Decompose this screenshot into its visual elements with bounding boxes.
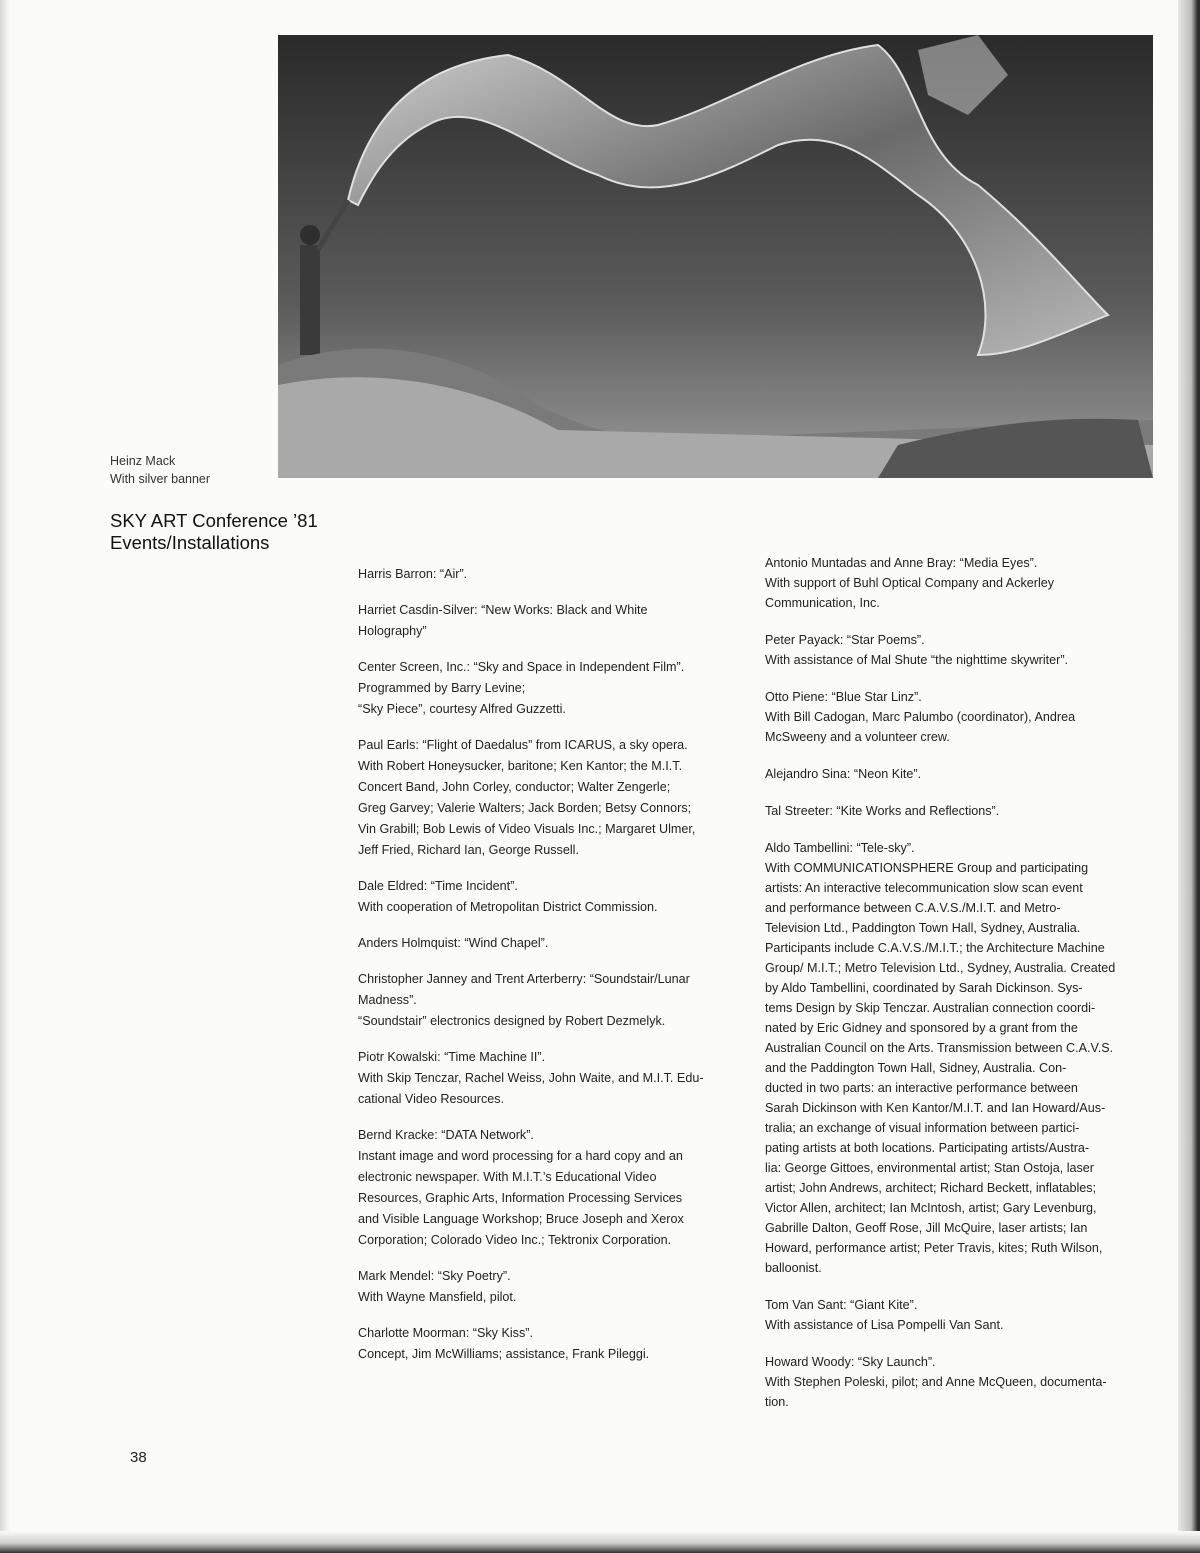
- event-entry-line: With Bill Cadogan, Marc Palumbo (coordinator), Andrea: [765, 710, 1076, 724]
- section-title: [110, 510, 318, 554]
- event-entry-line: Howard Woody: “Sky Launch”.: [765, 1355, 936, 1369]
- left-column: [358, 564, 743, 1380]
- event-entry-line: Harris Barron: “Air”.: [358, 567, 468, 581]
- caption-description: With silver banner: [110, 472, 211, 486]
- event-entry-line: Vin Grabill; Bob Lewis of Video Visuals Inc.; Margaret Ulmer,: [358, 822, 696, 836]
- event-entry-line: Mark Mendel: “Sky Poetry”.: [358, 1269, 511, 1283]
- event-entry-line: Programmed by Barry Levine;: [358, 681, 526, 695]
- event-entry-line: Tal Streeter: “Kite Works and Reflections”.: [765, 804, 1000, 818]
- event-entry-line: Otto Piene: “Blue Star Linz”.: [765, 690, 922, 704]
- event-entry-line: “Sky Piece”, courtesy Alfred Guzzetti.: [358, 702, 566, 716]
- event-entry: [765, 801, 1165, 821]
- photo-caption: [110, 452, 210, 488]
- event-entry-line: Holography”: [358, 624, 427, 638]
- event-entry-line: tralia; an exchange of visual information between partici-: [765, 1121, 1080, 1135]
- title-conference: SKY ART Conference ’81: [110, 510, 318, 531]
- event-entry-line: Greg Garvey; Valerie Walters; Jack Borden; Betsy Connors;: [358, 801, 692, 815]
- event-entry-line: pating artists at both locations. Participating artists/Austra-: [765, 1141, 1090, 1155]
- page-edge-bottom: [0, 1531, 1200, 1553]
- event-entry-line: cational Video Resources.: [358, 1092, 505, 1106]
- event-entry-line: ducted in two parts: an interactive performance between: [765, 1081, 1078, 1095]
- page-number: 38: [130, 1449, 147, 1466]
- event-entry-line: Group/ M.I.T.; Metro Television Ltd., Sydney, Australia. Created: [765, 961, 1116, 975]
- page-edge-right: [1178, 0, 1200, 1553]
- event-entry-line: balloonist.: [765, 1261, 822, 1275]
- event-entry: [765, 553, 1165, 613]
- event-entry-line: Resources, Graphic Arts, Information Processing Services: [358, 1191, 683, 1205]
- event-entry-line: Concept, Jim McWilliams; assistance, Frank Pileggi.: [358, 1347, 650, 1361]
- event-entry-line: by Aldo Tambellini, coordinated by Sarah Dickinson. Sys-: [765, 981, 1083, 995]
- event-entry-line: With COMMUNICATIONSPHERE Group and participating: [765, 861, 1089, 875]
- event-entry-line: With cooperation of Metropolitan District Commission.: [358, 900, 658, 914]
- event-entry: [358, 1266, 743, 1308]
- event-entry-line: Harriet Casdin-Silver: “New Works: Black and White: [358, 603, 648, 617]
- event-entry: [765, 1295, 1165, 1335]
- event-entry-line: Antonio Muntadas and Anne Bray: “Media Eyes”.: [765, 556, 1038, 570]
- event-entry-line: Australian Council on the Arts. Transmission between C.A.V.S.: [765, 1041, 1114, 1055]
- event-entry-line: Piotr Kowalski: “Time Machine II”.: [358, 1050, 546, 1064]
- event-entry-line: Communication, Inc.: [765, 596, 880, 610]
- event-entry-line: “Soundstair” electronics designed by Robert Dezmelyk.: [358, 1014, 666, 1028]
- event-entry-line: and performance between C.A.V.S./M.I.T. and Metro-: [765, 901, 1061, 915]
- right-column: [765, 553, 1165, 1429]
- event-entry-line: electronic newspaper. With M.I.T.’s Educational Video: [358, 1170, 657, 1184]
- event-entry: [358, 876, 743, 918]
- event-entry: [358, 564, 743, 585]
- event-entry: [358, 969, 743, 1032]
- event-entry: [358, 1125, 743, 1251]
- event-entry-line: Bernd Kracke: “DATA Network”.: [358, 1128, 534, 1142]
- event-entry-line: With Skip Tenczar, Rachel Weiss, John Waite, and M.I.T. Edu-: [358, 1071, 704, 1085]
- event-entry-line: Aldo Tambellini: “Tele-sky”.: [765, 841, 915, 855]
- caption-name: Heinz Mack: [110, 454, 176, 468]
- event-entry-line: nated by Eric Gidney and sponsored by a grant from the: [765, 1021, 1078, 1035]
- event-entry: [765, 1352, 1165, 1412]
- event-entry-line: Participants include C.A.V.S./M.I.T.; the Architecture Machine: [765, 941, 1105, 955]
- event-entry-line: Jeff Fried, Richard Ian, George Russell.: [358, 843, 579, 857]
- event-entry: [358, 1047, 743, 1110]
- event-entry-line: With Stephen Poleski, pilot; and Anne McQueen, documenta-: [765, 1375, 1107, 1389]
- event-entry-line: lia: George Gittoes, environmental artist; Stan Ostoja, laser: [765, 1161, 1094, 1175]
- event-entry-line: Tom Van Sant: “Giant Kite”.: [765, 1298, 918, 1312]
- event-entry: [765, 687, 1165, 747]
- event-entry-line: Charlotte Moorman: “Sky Kiss”.: [358, 1326, 533, 1340]
- event-entry: [765, 838, 1165, 1278]
- event-entry-line: Alejandro Sina: “Neon Kite”.: [765, 767, 922, 781]
- event-entry-line: Sarah Dickinson with Ken Kantor/M.I.T. and Ian Howard/Aus-: [765, 1101, 1106, 1115]
- event-entry-line: Victor Allen, architect; Ian McIntosh, artist; Gary Levenburg,: [765, 1201, 1097, 1215]
- event-entry-line: With assistance of Lisa Pompelli Van Sant.: [765, 1318, 1004, 1332]
- event-entry: [765, 764, 1165, 784]
- event-entry-line: Concert Band, John Corley, conductor; Walter Zengerle;: [358, 780, 671, 794]
- event-entry: [358, 600, 743, 642]
- event-entry: [358, 1323, 743, 1365]
- photo-heinz-mack-silver-banner: [278, 35, 1153, 478]
- title-subtitle: Events/Installations: [110, 532, 270, 553]
- event-entry-line: Gabrille Dalton, Geoff Rose, Jill McQuire, laser artists; Ian: [765, 1221, 1088, 1235]
- event-entry-line: tems Design by Skip Tenczar. Australian connection coordi-: [765, 1001, 1096, 1015]
- event-entry: [358, 735, 743, 861]
- event-entry-line: artist; John Andrews, architect; Richard Beckett, inflatables;: [765, 1181, 1097, 1195]
- event-entry-line: Corporation; Colorado Video Inc.; Tektronix Corporation.: [358, 1233, 672, 1247]
- page-edge-left: [0, 0, 10, 1553]
- event-entry-line: artists: An interactive telecommunication slow scan event: [765, 881, 1083, 895]
- event-entry-line: With assistance of Mal Shute “the nighttime skywriter”.: [765, 653, 1069, 667]
- event-entry-line: Paul Earls: “Flight of Daedalus” from ICARUS, a sky opera.: [358, 738, 688, 752]
- event-entry-line: tion.: [765, 1395, 789, 1409]
- event-entry-line: With Robert Honeysucker, baritone; Ken Kantor; the M.I.T.: [358, 759, 683, 773]
- event-entry: [765, 630, 1165, 670]
- event-entry-line: Madness”.: [358, 993, 417, 1007]
- event-entry-line: Anders Holmquist: “Wind Chapel”.: [358, 936, 549, 950]
- event-entry-line: Dale Eldred: “Time Incident”.: [358, 879, 518, 893]
- event-entry-line: With support of Buhl Optical Company and Ackerley: [765, 576, 1055, 590]
- event-entry-line: Instant image and word processing for a hard copy and an: [358, 1149, 683, 1163]
- event-entry-line: With Wayne Mansfield, pilot.: [358, 1290, 517, 1304]
- event-entry-line: Howard, performance artist; Peter Travis, kites; Ruth Wilson,: [765, 1241, 1103, 1255]
- event-entry-line: and Visible Language Workshop; Bruce Joseph and Xerox: [358, 1212, 684, 1226]
- event-entry-line: McSweeny and a volunteer crew.: [765, 730, 950, 744]
- event-entry: [358, 933, 743, 954]
- event-entry: [358, 657, 743, 720]
- event-entry-line: Television Ltd., Paddington Town Hall, Sydney, Australia.: [765, 921, 1081, 935]
- event-entry-line: Peter Payack: “Star Poems”.: [765, 633, 925, 647]
- event-entry-line: Center Screen, Inc.: “Sky and Space in Independent Film”.: [358, 660, 685, 674]
- event-entry-line: and the Paddington Town Hall, Sidney, Australia. Con-: [765, 1061, 1067, 1075]
- event-entry-line: Christopher Janney and Trent Arterberry: “Soundstair/Lunar: [358, 972, 690, 986]
